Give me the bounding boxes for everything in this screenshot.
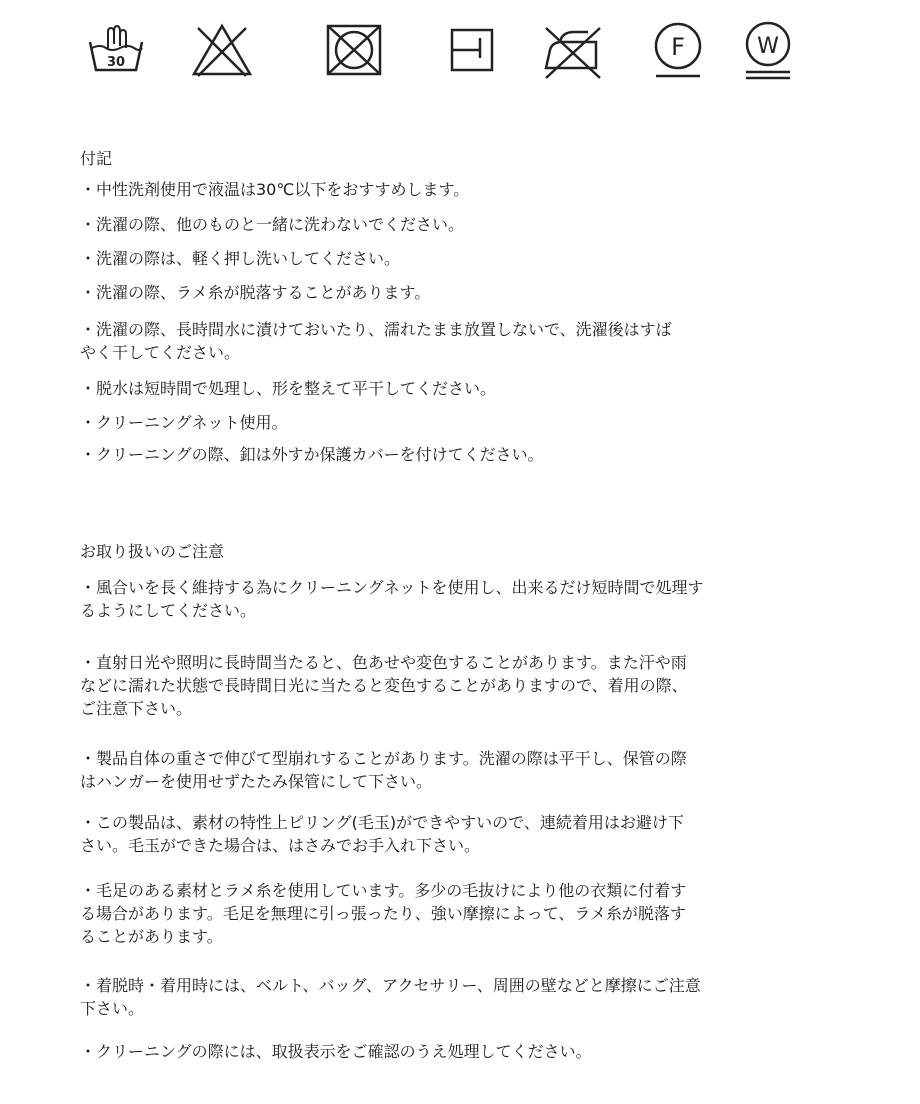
notes-item (80, 411, 288, 434)
cautions-line: るようにしてください。 (80, 601, 257, 620)
cautions-section (80, 541, 820, 563)
notes-item (80, 318, 672, 364)
cautions-item (80, 651, 688, 720)
dry-flat-icon (440, 18, 504, 82)
svg-text:F: F (671, 33, 685, 61)
svg-text:W: W (757, 34, 779, 59)
care-symbol-row (0, 0, 920, 100)
cautions-line: ・毛足のある素材とラメ糸を使用しています。多少の毛抜けにより他の衣類に付着す (80, 881, 687, 900)
notes-item (80, 213, 464, 236)
notes-line: ・洗濯の際、他のものと一緒に洗わないでください。 (80, 215, 465, 234)
svg-text:30: 30 (106, 55, 126, 70)
cautions-item (80, 576, 704, 622)
cautions-line: ・着脱時・着用時には、ベルト、バッグ、アクセサリー、周囲の壁などと摩擦にご注意 (80, 976, 701, 995)
cautions-item (80, 1040, 592, 1063)
notes-line: ・中性洗剤使用で液温は30℃以下をおすすめします。 (80, 180, 470, 199)
no-bleach-icon (190, 18, 254, 82)
cautions-line: ご注意下さい。 (80, 699, 193, 718)
hand-wash-30-icon (84, 18, 148, 82)
cautions-line: ・クリーニングの際には、取扱表示をご確認のうえ処理してください。 (80, 1042, 592, 1061)
notes-line: ・洗濯の際、ラメ糸が脱落することがあります。 (80, 283, 431, 302)
notes-line: ・クリーニングの際、釦は外すか保護カバーを付けてください。 (80, 445, 544, 464)
notes-item (80, 443, 544, 466)
notes-line: ・クリーニングネット使用。 (80, 413, 288, 432)
cautions-line: さい。毛玉ができた場合は、はさみでお手入れ下さい。 (80, 836, 481, 855)
cautions-item (80, 879, 686, 948)
notes-item (80, 247, 400, 270)
cautions-line: 下さい。 (80, 999, 145, 1018)
cautions-line: ・直射日光や照明に長時間当たると、色あせや変色することがあります。また汗や雨 (80, 653, 687, 672)
cautions-item (80, 811, 684, 857)
no-iron-icon (540, 18, 604, 82)
cautions-item (80, 747, 687, 793)
cautions-line: ・この製品は、素材の特性上ピリング(毛玉)ができやすいので、連続着用はお避け下 (80, 813, 684, 832)
notes-line: ・脱水は短時間で処理し、形を整えて平干してください。 (80, 379, 497, 398)
notes-line: やく干してください。 (80, 343, 241, 362)
cautions-line: ・風合いを長く維持する為にクリーニングネットを使用し、出来るだけ短時間で処理す (80, 578, 704, 597)
cautions-line: などに濡れた状態で長時間日光に当たると変色することがありますので、着用の際、 (80, 676, 688, 695)
notes-heading: 付記 (80, 149, 113, 168)
cautions-line: ・製品自体の重さで伸びて型崩れすることがあります。洗濯の際は平干し、保管の際 (80, 749, 687, 768)
cautions-line: る場合があります。毛足を無理に引っ張ったり、強い摩擦によって、ラメ糸が脱落す (80, 904, 686, 923)
cautions-heading: お取り扱いのご注意 (80, 542, 225, 561)
notes-item (80, 377, 496, 400)
notes-section (80, 148, 820, 170)
notes-item (80, 178, 469, 201)
notes-item (80, 281, 430, 304)
notes-line: ・洗濯の際、長時間水に漬けておいたり、濡れたまま放置しないで、洗濯後はすば (80, 320, 672, 339)
cautions-line: ることがあります。 (80, 927, 223, 946)
cautions-item (80, 974, 701, 1020)
wet-clean-w-icon (736, 18, 800, 82)
notes-line: ・洗濯の際は、軽く押し洗いしてください。 (80, 249, 401, 268)
no-tumble-dry-icon (322, 18, 386, 82)
dry-clean-f-icon (646, 18, 710, 82)
cautions-line: はハンガーを使用せずたたみ保管にして下さい。 (80, 772, 433, 791)
